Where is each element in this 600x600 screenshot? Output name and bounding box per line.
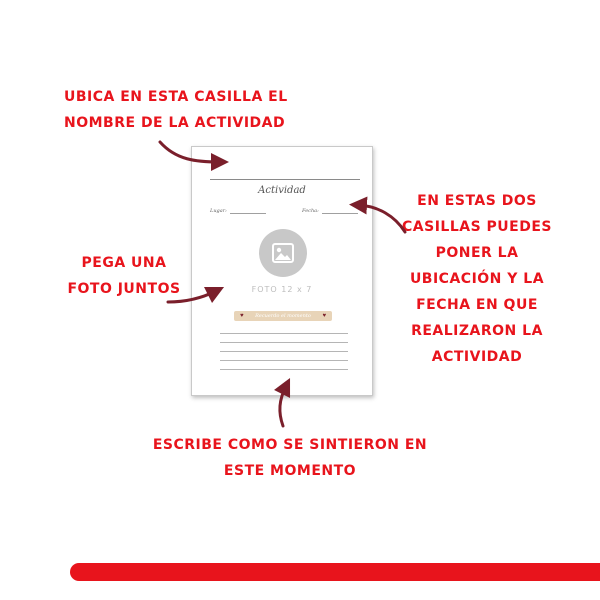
place-label: Lugar: (210, 208, 227, 214)
arrow-to-date (358, 205, 405, 232)
sheet-title: Actividad (258, 185, 306, 196)
arrow-to-title (160, 142, 220, 162)
banner-text: Recuerdo el momento (255, 313, 311, 319)
annotation-activity-name: UBICA EN ESTA CASILLA EL NOMBRE DE LA ACTIVIDAD (64, 89, 288, 131)
arrow-to-photo (168, 291, 216, 302)
date-label: Fecha: (302, 208, 319, 214)
annotation-place-date: EN ESTAS DOS CASILLAS PUEDES PONER LA UBICACIÓN Y LA FECHA EN QUE REALIZARON LA ACTIVIDAD (402, 193, 552, 365)
annotation-photo: PEGA UNA FOTO JUNTOS (67, 255, 181, 297)
annotation-feelings: ESCRIBE COMO SE SINTIERON EN ESTE MOMENTO (152, 437, 428, 479)
arrow-to-lines (280, 386, 286, 426)
footer-bar (70, 563, 600, 581)
photo-size-label: FOTO 12 x 7 (251, 285, 313, 294)
heart-icon: ♥ (322, 313, 326, 319)
heart-icon: ♥ (240, 313, 244, 319)
